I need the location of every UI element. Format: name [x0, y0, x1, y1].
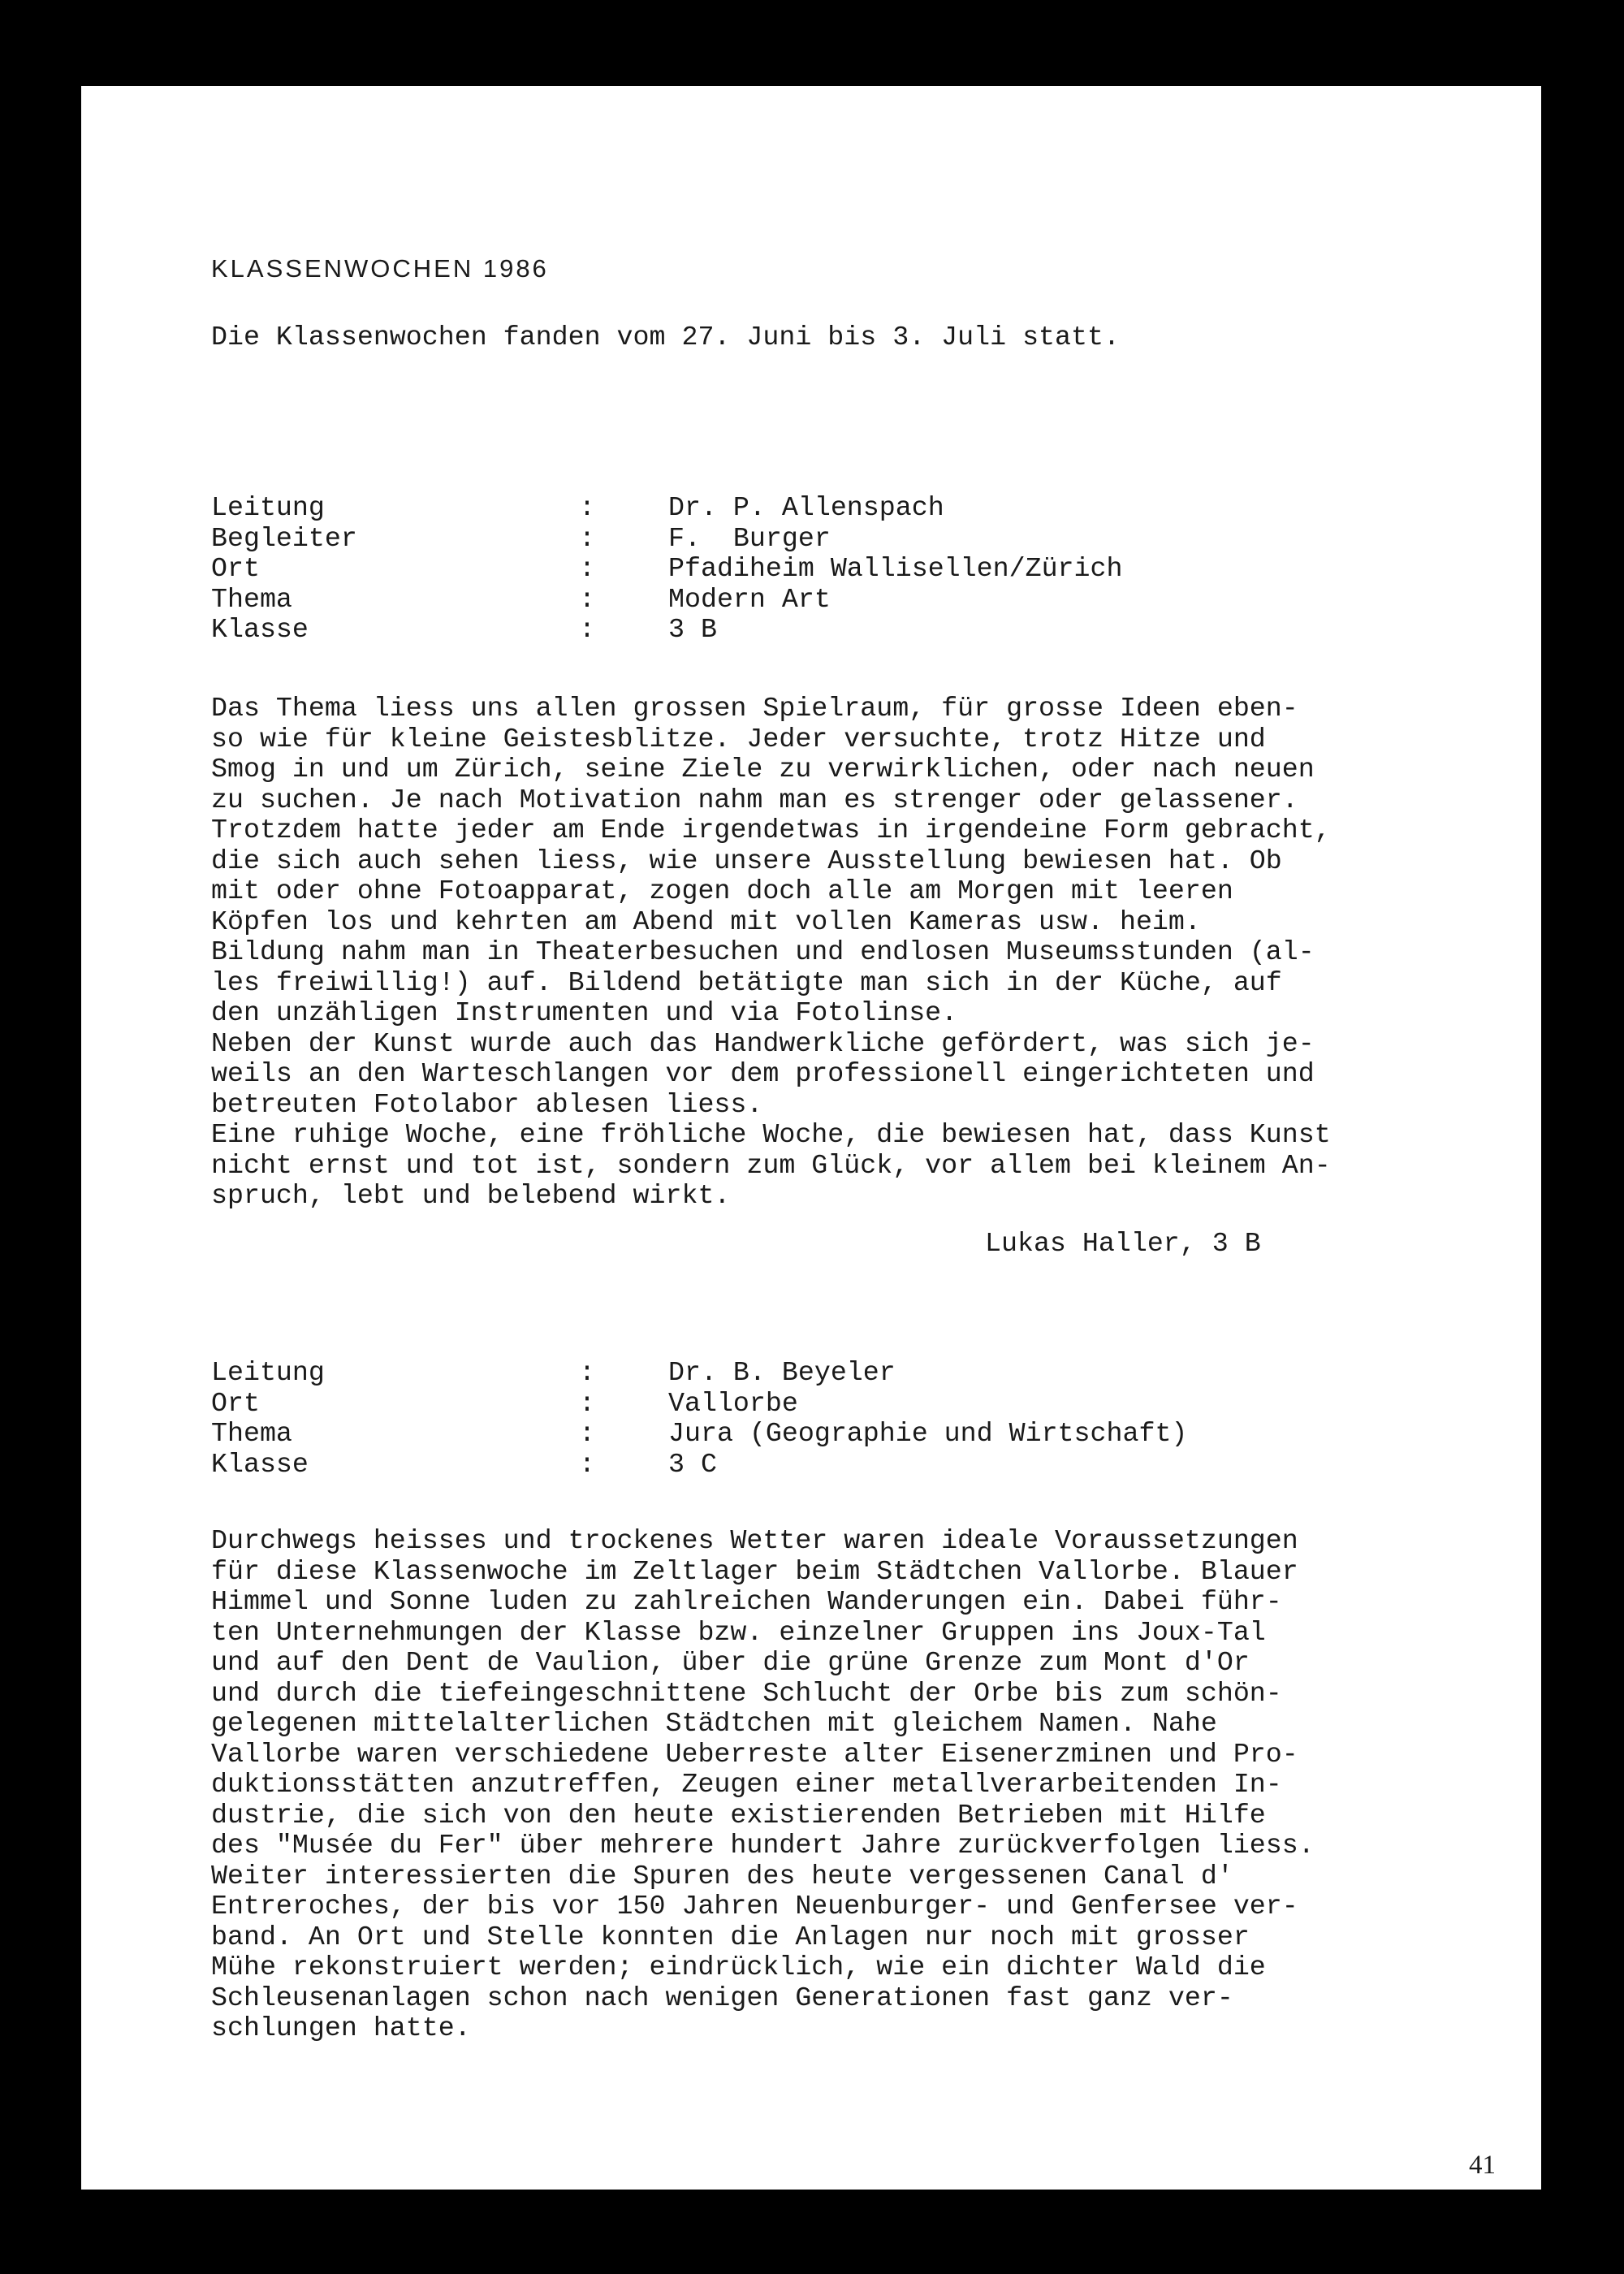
info-label: Leitung: [211, 1357, 325, 1388]
info-colon: :: [579, 553, 595, 584]
info-label: Thema: [211, 583, 292, 615]
info-colon: :: [579, 1418, 595, 1449]
info-value: F. Burger: [668, 522, 831, 554]
info-label: Ort: [211, 553, 260, 584]
info-row-thema: [211, 1419, 1348, 1450]
page-number: 41: [1469, 2151, 1496, 2180]
document-heading: KLASSENWOCHEN 1986: [211, 254, 549, 283]
info-value: Dr. P. Allenspach: [668, 492, 944, 523]
info-label: Ort: [211, 1387, 260, 1419]
info-row-klasse: [211, 1450, 1348, 1481]
info-value: Pfadiheim Wallisellen/Zürich: [668, 553, 1123, 584]
info-block-class-3c: [211, 1358, 1348, 1480]
paragraph-class-3c: Durchwegs heisses und trockenes Wetter waren ideale Voraussetzungen für diese Klassenwoche im Zeltlager beim Städtchen Vallorbe. Blauer Himmel und Sonne luden zu zahlreichen Wanderungen ein. Dabei führ- ten Unternehmungen der Klasse bzw. einzelner Gruppen ins Joux-Tal und auf den Dent de Vaulion, über die grüne Grenze zum Mont d'Or und durch die tiefeingeschnittene Schlucht der Orbe bis zum schön- gelegenen mittelalterlichen Städtchen mit gleichem Namen. Nahe Vallorbe waren verschiedene Ueberreste alter Eisenerzminen und Pro- duktionsstätten anzutreffen, Zeugen einer metallverarbeitenden In- dustrie, die sich von den heute existierenden Betrieben mit Hilfe des "Musée du Fer" über mehrere hundert Jahre zurückverfolgen liess. Weiter interessierten die Spuren des heute vergessenen Canal d' Entreroches, der bis vor 150 Jahren Neuenburger- und Genfersee ver- band. An Ort und Stelle konnten die Anlagen nur noch mit grosser Mühe rekonstruiert werden; eindrücklich, wie ein dichter Wald die Schleusenanlagen schon nach wenigen Generationen fast ganz ver- schlungen hatte.: [211, 1525, 1315, 2043]
info-colon: :: [579, 1357, 595, 1388]
info-value: Vallorbe: [668, 1387, 798, 1419]
info-label: Klasse: [211, 1448, 309, 1480]
info-row-leitung: [211, 1358, 1348, 1389]
info-value: Dr. B. Beyeler: [668, 1357, 896, 1388]
info-colon: :: [579, 1448, 595, 1480]
info-value: Jura (Geographie und Wirtschaft): [668, 1418, 1188, 1449]
info-block-class-3b: [211, 493, 1348, 646]
info-label: Leitung: [211, 492, 325, 523]
intro-sentence: Die Klassenwochen fanden vom 27. Juni bis 3. Juli statt.: [211, 322, 1120, 352]
info-label: Thema: [211, 1418, 292, 1449]
info-label: Begleiter: [211, 522, 357, 554]
info-colon: :: [579, 522, 595, 554]
info-row-begleiter: [211, 524, 1348, 555]
paragraph-class-3b: Das Thema liess uns allen grossen Spielraum, für grosse Ideen eben- so wie für kleine Geistesblitze. Jeder versuchte, trotz Hitze und Smog in und um Zürich, seine Ziele zu verwirklichen, oder nach neuen zu suchen. Je nach Motivation nahm man es strenger oder gelassener. Trotzdem hatte jeder am Ende irgendetwas in irgendeine Form gebracht, die sich auch sehen liess, wie unsere Ausstellung bewiesen hat. Ob mit oder ohne Fotoapparat, zogen doch alle am Morgen mit leeren Köpfen los und kehrten am Abend mit vollen Kameras usw. heim. Bildung nahm man in Theaterbesuchen und endlosen Museumsstunden (al- les freiwillig!) auf. Bildend betätigte man sich in der Küche, auf den unzähligen Instrumenten und via Fotolinse. Neben der Kunst wurde auch das Handwerkliche gefördert, was sich je- weils an den Warteschlangen vor dem professionell eingerichteten und betreuten Fotolabor ablesen liess. Eine ruhige Woche, eine fröhliche Woche, die bewiesen hat, dass Kunst nicht ernst und tot ist, sondern zum Glück, vor allem bei kleinem An- spruch, lebt und belebend wirkt.: [211, 693, 1331, 1211]
document-page: [81, 86, 1541, 2190]
info-label: Klasse: [211, 614, 309, 645]
author-signature: Lukas Haller, 3 B: [985, 1228, 1261, 1259]
info-row-klasse: [211, 615, 1348, 646]
info-colon: :: [579, 492, 595, 523]
info-value: Modern Art: [668, 583, 831, 615]
info-row-ort: [211, 1389, 1348, 1420]
info-row-leitung: [211, 493, 1348, 524]
info-colon: :: [579, 1387, 595, 1419]
info-colon: :: [579, 583, 595, 615]
info-row-ort: [211, 554, 1348, 585]
info-colon: :: [579, 614, 595, 645]
info-value: 3 C: [668, 1448, 717, 1480]
info-row-thema: [211, 585, 1348, 616]
info-value: 3 B: [668, 614, 717, 645]
